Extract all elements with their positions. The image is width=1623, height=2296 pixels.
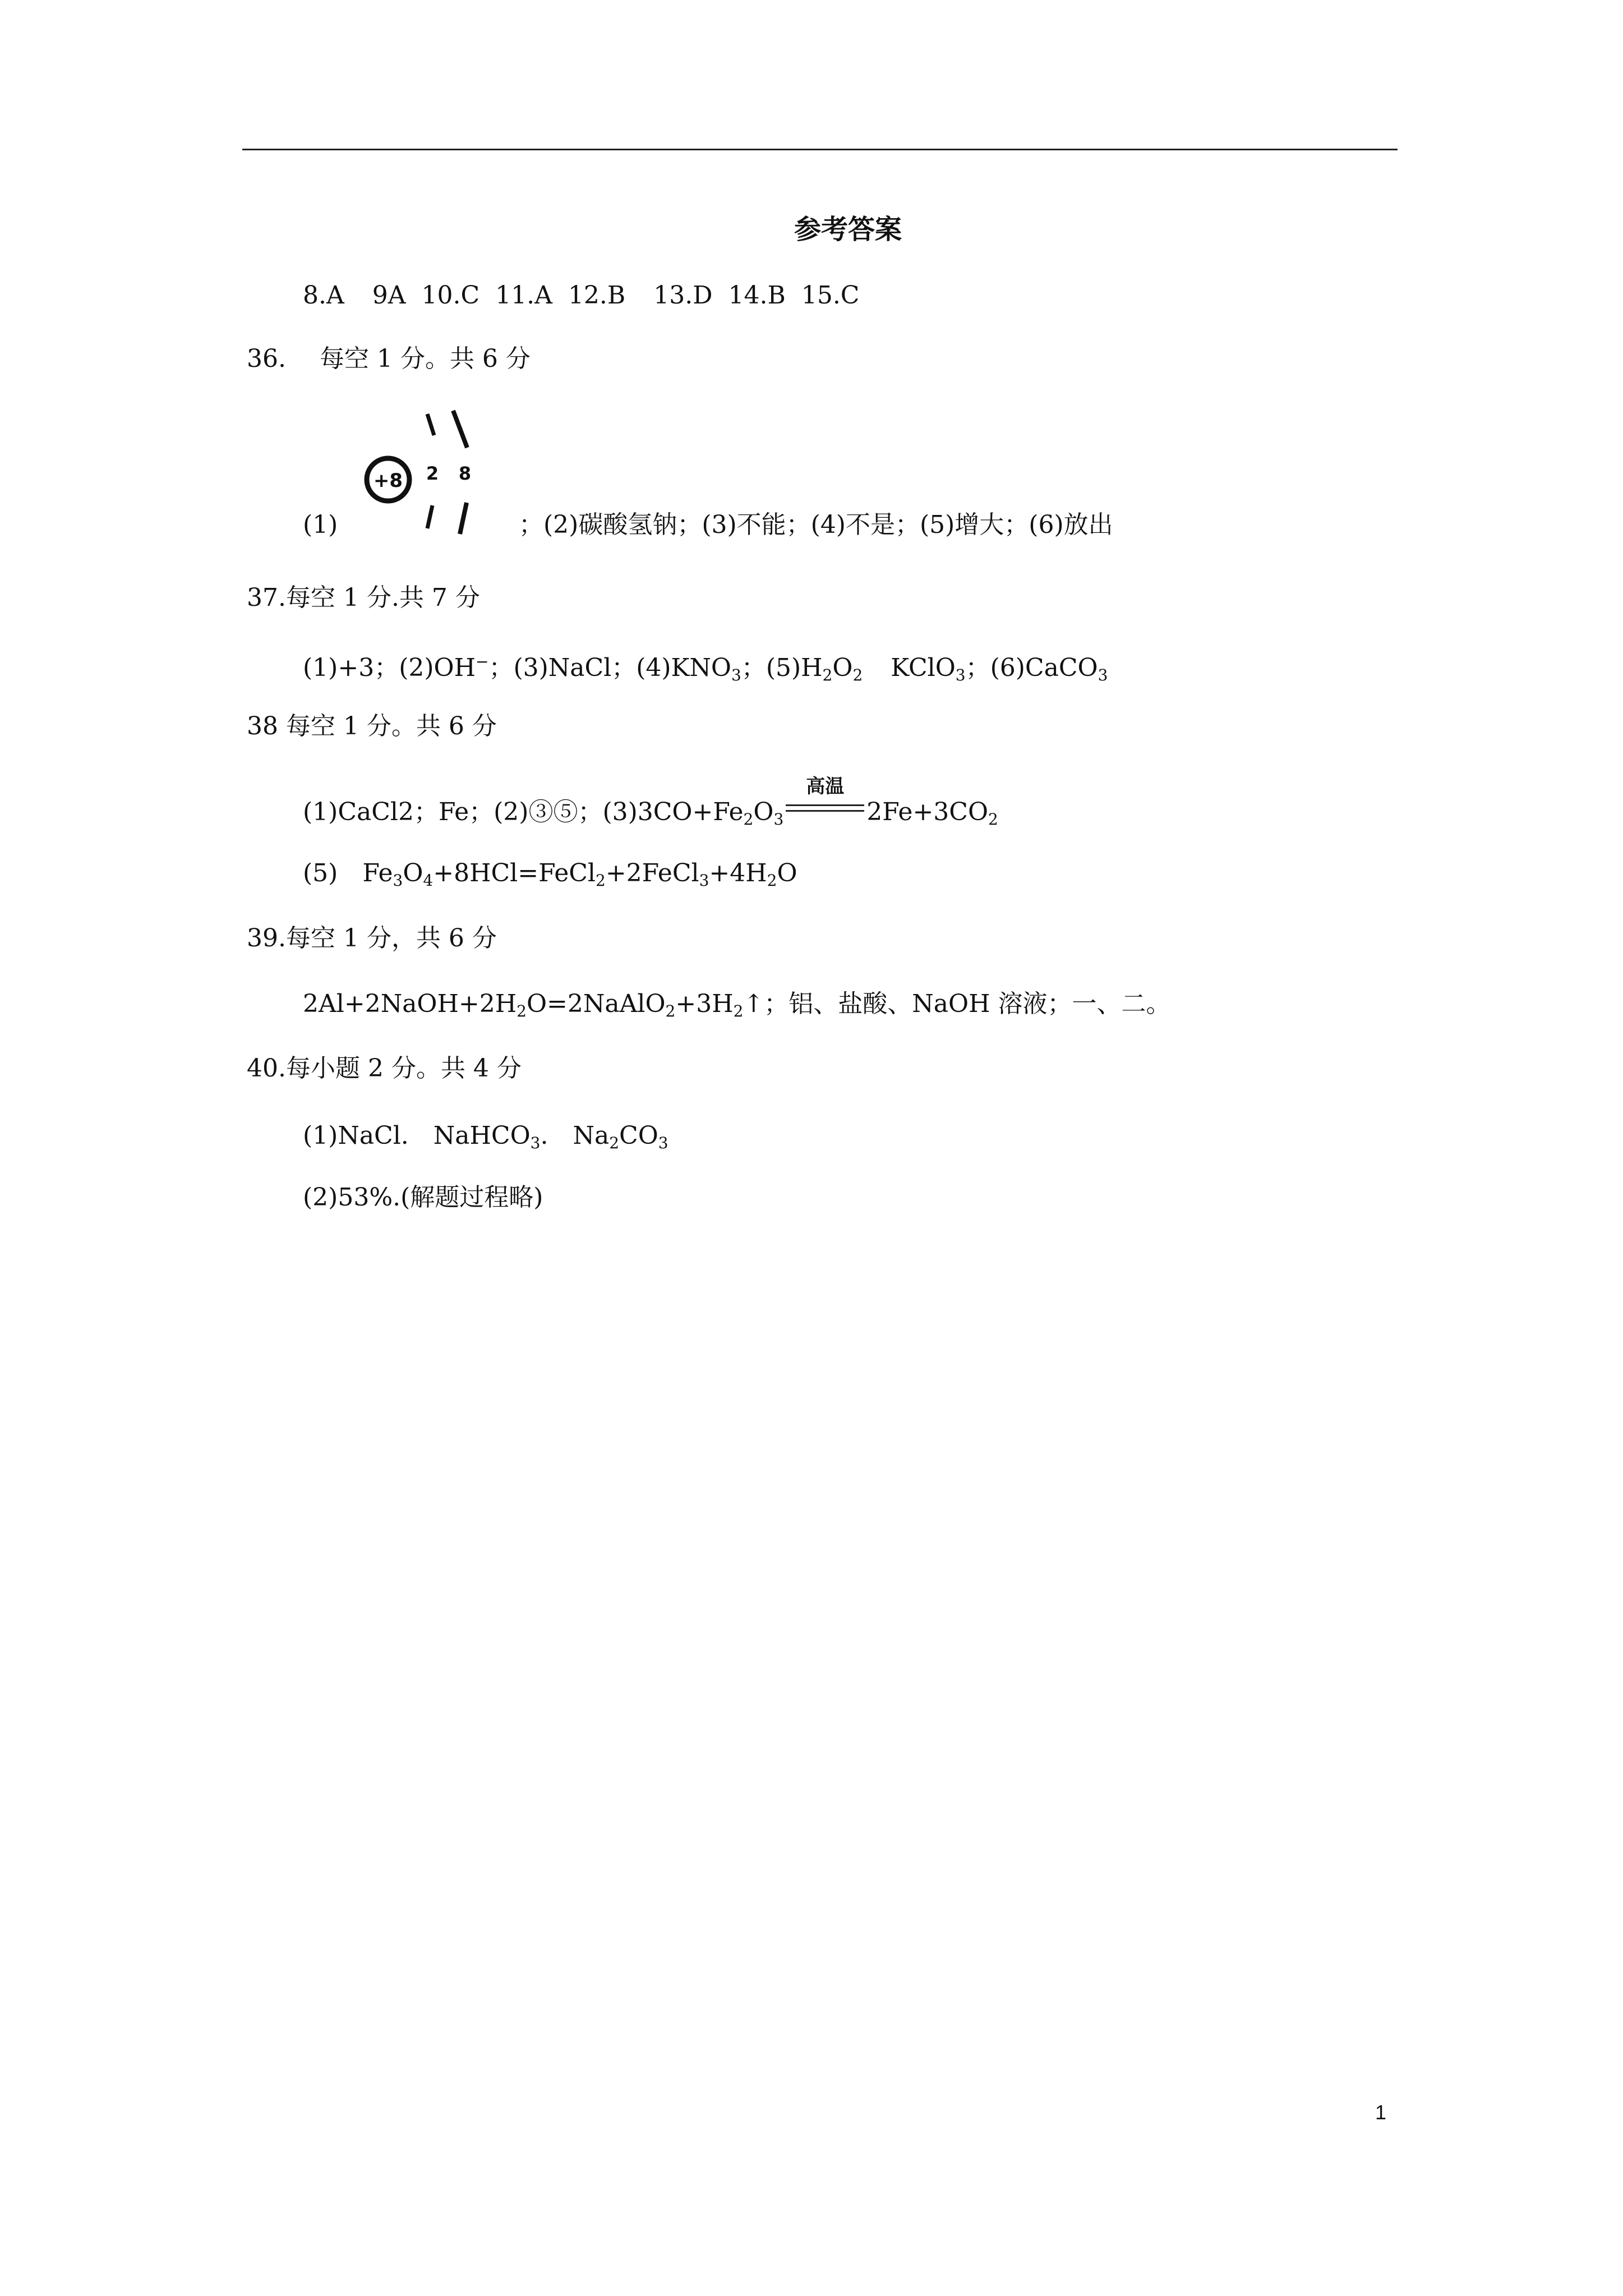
q36-number: 36. bbox=[247, 344, 286, 373]
q37-part5: (5)H bbox=[766, 654, 823, 682]
q40-answer-line-1 bbox=[303, 1119, 668, 1160]
q40-na2co3-sub1: 2 bbox=[609, 1134, 620, 1152]
mc-answers bbox=[303, 279, 859, 312]
q38-eq-sub3: 2 bbox=[595, 871, 606, 890]
header-rule bbox=[242, 149, 1398, 150]
q39-eq-sub2: 2 bbox=[665, 1002, 676, 1020]
q37-part4: (4)KNO bbox=[636, 654, 732, 682]
q37-part2: (2)OH bbox=[399, 654, 476, 682]
q36-scoring: 每空 1 分。共 6 分 bbox=[319, 344, 531, 373]
q38-eq-o: O bbox=[403, 859, 423, 887]
mc-answer-9: 9A bbox=[372, 281, 406, 310]
q38-line1-sub1: 2 bbox=[743, 810, 754, 829]
q39-eq-sub1: 2 bbox=[517, 1002, 527, 1020]
mc-answer-14: 14.B bbox=[728, 281, 786, 310]
q37-part4-end: ； bbox=[741, 654, 766, 682]
q39-heading: 39.每空 1 分，共 6 分 bbox=[247, 924, 497, 953]
q38-line1-text: (1)CaCl2；Fe；(2)③⑤；(3)3CO+Fe bbox=[303, 798, 744, 826]
q39-eq-sub3: 2 bbox=[733, 1002, 744, 1020]
q40-nahco3-end: . bbox=[540, 1121, 548, 1150]
q36-answer-line-label bbox=[303, 508, 338, 542]
q37-part5-sub2: 2 bbox=[852, 666, 863, 684]
q38-eq-end: O bbox=[777, 859, 797, 887]
page-title: 参考答案 bbox=[794, 214, 902, 245]
q37-part1: (1)+3； bbox=[303, 654, 399, 682]
q37-part6-sub: 3 bbox=[1098, 666, 1108, 684]
q37-part5-kclo3-sub: 3 bbox=[955, 666, 966, 684]
q37-heading: 37.每空 1 分.共 7 分 bbox=[247, 583, 480, 612]
mc-answer-15: 15.C bbox=[801, 281, 860, 310]
q39-eq-part-c: +3H bbox=[675, 990, 734, 1018]
q38-eq-fe: Fe bbox=[362, 859, 393, 887]
q37-part2-charge: − bbox=[475, 652, 489, 671]
electron-shell-1-count: 2 bbox=[426, 463, 439, 484]
q37-part5-end: ； bbox=[965, 654, 990, 682]
q36-answers-rest: ；(2)碳酸氢钠；(3)不能；(4)不是；(5)增大；(6)放出 bbox=[519, 510, 1113, 539]
q40-answer-line-2: (2)53%.(解题过程略) bbox=[303, 1183, 543, 1212]
mc-answer-13: 13.D bbox=[653, 281, 713, 310]
atom-structure-diagram bbox=[359, 404, 499, 539]
q38-line1-products: 2Fe+3CO bbox=[866, 798, 989, 826]
q37-part6: (6)CaCO bbox=[990, 654, 1098, 682]
q38-eq-sub1: 3 bbox=[393, 871, 403, 890]
q39-answer-line bbox=[303, 987, 1170, 1028]
q38-eq-sub4: 3 bbox=[699, 871, 709, 890]
atom-nucleus-charge: +8 bbox=[373, 470, 403, 492]
q37-part5-sub1: 2 bbox=[822, 666, 833, 684]
q40-heading: 40.每小题 2 分。共 4 分 bbox=[247, 1054, 522, 1083]
q38-eq-h: +4H bbox=[709, 859, 767, 887]
q36-answer-line bbox=[519, 508, 1113, 542]
electron-shell-2-arc-top bbox=[453, 411, 467, 448]
q38-heading: 38 每空 1 分。共 6 分 bbox=[247, 712, 497, 740]
q38-eq-fecl3: +2FeCl bbox=[605, 859, 699, 887]
q37-part2-end: ； bbox=[488, 654, 514, 682]
q37-part3: (3)NaCl； bbox=[513, 654, 637, 682]
q37-part5-mid: O bbox=[832, 654, 853, 682]
q39-eq-part-b: O=2NaAlO bbox=[526, 990, 666, 1018]
q40-nahco3-sub: 3 bbox=[530, 1134, 541, 1152]
q38-line1-o: O bbox=[753, 798, 774, 826]
q38-eq-hcl: +8HCl=FeCl bbox=[433, 859, 596, 887]
q36-heading bbox=[247, 342, 531, 376]
q40-na2co3-co: CO bbox=[619, 1121, 658, 1150]
mc-answer-12: 12.B bbox=[568, 281, 626, 310]
q38-line1-sub2: 3 bbox=[773, 810, 784, 829]
q38-line1-sub3: 2 bbox=[988, 810, 998, 829]
mc-answer-8: 8.A bbox=[303, 281, 344, 310]
q38-answer-line-1 bbox=[303, 775, 998, 836]
q40-na2co3-sub2: 3 bbox=[658, 1134, 668, 1152]
reaction-condition-label: 高温 bbox=[806, 775, 845, 798]
q38-eq-sub2: 4 bbox=[423, 871, 434, 890]
q38-answer-line-2 bbox=[303, 857, 797, 898]
page-number: 1 bbox=[1375, 2101, 1387, 2124]
q37-answers bbox=[303, 645, 1108, 692]
electron-shell-2-count: 8 bbox=[458, 463, 472, 484]
q40-na2co3: Na bbox=[573, 1121, 610, 1150]
mc-answer-10: 10.C bbox=[421, 281, 480, 310]
reaction-condition-arrow bbox=[783, 775, 866, 823]
q38-part5-label: (5) bbox=[303, 859, 338, 887]
q39-eq-part-a: 2Al+2NaOH+2H bbox=[303, 990, 517, 1018]
electron-shell-1-arc-top bbox=[427, 414, 434, 435]
q38-eq-sub5: 2 bbox=[767, 871, 777, 890]
q40-nahco3: NaHCO bbox=[433, 1121, 531, 1150]
q36-part1-label: (1) bbox=[303, 510, 338, 539]
electron-shell-1-arc-bottom bbox=[427, 505, 432, 528]
electron-shell-2-arc-bottom bbox=[460, 503, 467, 534]
mc-answer-11: 11.A bbox=[495, 281, 552, 310]
q37-part4-sub: 3 bbox=[731, 666, 741, 684]
q39-eq-part-d: ↑；铝、盐酸、NaOH 溶液；一、二。 bbox=[743, 990, 1171, 1018]
q40-nacl: (1)NaCl. bbox=[303, 1121, 409, 1150]
q37-part5-kclo3: KClO bbox=[891, 654, 956, 682]
